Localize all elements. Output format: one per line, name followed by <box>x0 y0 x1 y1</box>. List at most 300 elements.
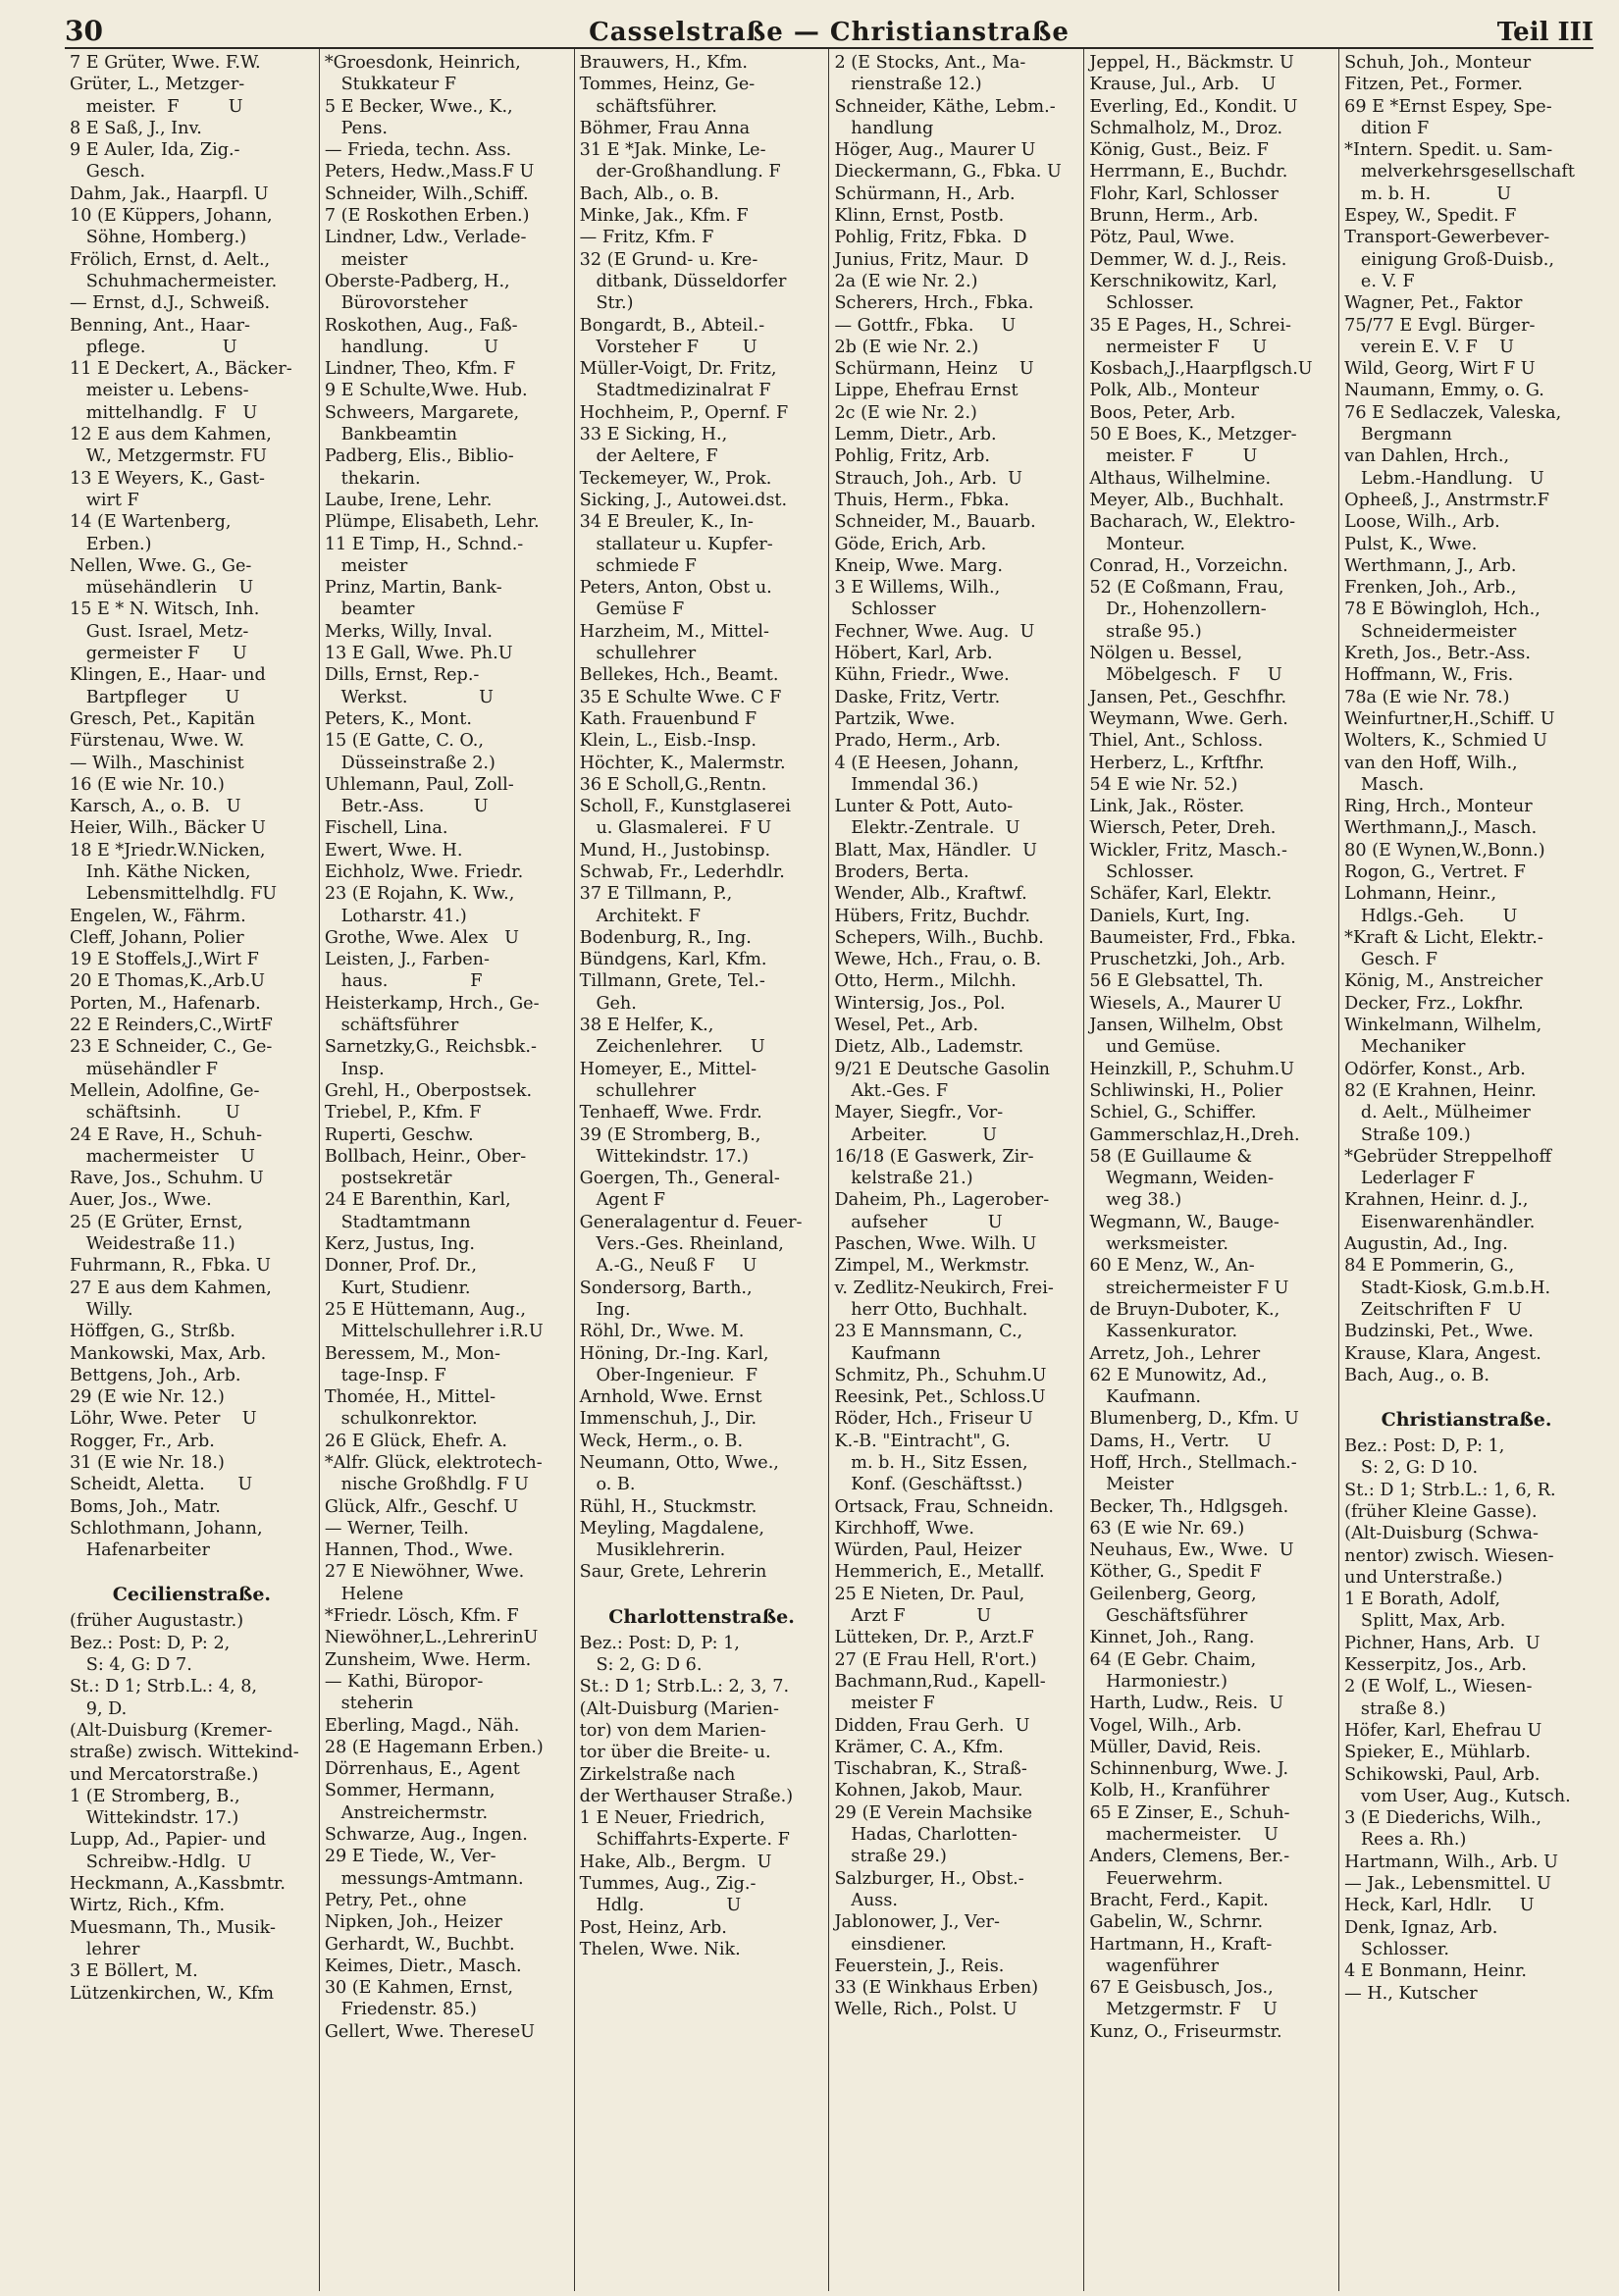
directory-entry: Bach, Alb., o. B. <box>579 183 719 204</box>
directory-entry: Merks, Willy, Inval. <box>324 621 493 642</box>
directory-entry: Höfer, Karl, Ehefrau U <box>1344 1720 1542 1741</box>
directory-entry: Kerz, Justus, Ing. <box>324 1234 475 1255</box>
directory-entry: *Alfr. Glück, elektrotech- <box>324 1453 543 1473</box>
page-part: Teil III <box>1496 18 1593 47</box>
directory-entry: Loose, Wilh., Arb. <box>1344 512 1500 533</box>
directory-entry: messungs-Amtmann. <box>324 1868 524 1889</box>
directory-entry: Elektr.-Zentrale. U <box>834 818 1020 839</box>
directory-entry: Mayer, Siegfr., Vor- <box>834 1103 1004 1123</box>
directory-entry: Leisten, J., Farben- <box>324 950 490 970</box>
directory-entry: schäftsführer <box>324 1016 459 1036</box>
directory-entry: Thelen, Wwe. Nik. <box>579 1939 741 1959</box>
directory-column-5 <box>1084 49 1339 2291</box>
directory-entry: 60 E Menz, W., An- <box>1089 1256 1255 1277</box>
directory-entry: Fuhrmann, R., Fbka. U <box>70 1256 271 1277</box>
directory-entry: 24 E Barenthin, Karl, <box>324 1190 511 1211</box>
directory-entry: 31 (E wie Nr. 18.) <box>70 1453 225 1473</box>
directory-entry: 27 E aus dem Kahmen, <box>70 1278 272 1298</box>
directory-entry: 20 E Thomas,K.,Arb.U <box>70 971 265 992</box>
directory-entry: 52 (E Coßmann, Frau, <box>1089 578 1284 599</box>
directory-entry: meister <box>324 249 408 270</box>
directory-column-3 <box>575 49 830 2291</box>
directory-entry: handlung <box>834 118 934 138</box>
directory-entry: Masch. <box>1344 774 1425 795</box>
directory-entry: Augustin, Ad., Ing. <box>1344 1234 1508 1255</box>
directory-entry: *Kraft & Licht, Elektr.- <box>1344 927 1543 948</box>
directory-entry: Schepers, Wilh., Buchb. <box>834 927 1044 948</box>
directory-entry: Ing. <box>579 1299 631 1320</box>
directory-entry: Schneider, Käthe, Lebm.- <box>834 96 1056 117</box>
directory-entry: Peters, Hedw.,Mass.F U <box>324 162 535 183</box>
directory-entry: Wittekindstr. 17.) <box>70 1808 239 1829</box>
directory-entry: Beressem, M., Mon- <box>324 1343 501 1364</box>
directory-entry: 11 E Deckert, A., Bäcker- <box>70 359 292 380</box>
directory-entry: Willy. <box>70 1299 133 1320</box>
directory-entry: schullehrer <box>579 644 697 664</box>
directory-entry: 27 (E Frau Hell, R'ort.) <box>834 1649 1037 1670</box>
directory-entry: Bongardt, B., Abteil.- <box>579 315 765 336</box>
directory-entry: 2a (E wie Nr. 2.) <box>834 271 978 291</box>
directory-entry: Welle, Rich., Polst. U <box>834 2000 1018 2020</box>
directory-entry: straße 8.) <box>1344 1698 1446 1719</box>
directory-entry: 9/21 E Deutsche Gasolin <box>834 1059 1050 1079</box>
directory-entry: Dr., Hohenzollern- <box>1089 600 1267 620</box>
columns <box>65 49 1593 2291</box>
directory-entry: 78 E Böwingloh, Hch., <box>1344 600 1541 620</box>
directory-entry: 16 (E wie Nr. 10.) <box>70 774 225 795</box>
directory-entry: Arzt F U <box>834 1606 992 1627</box>
directory-entry: 3 (E Diederichs, Wilh., <box>1344 1808 1542 1829</box>
directory-entry: Pichner, Hans, Arb. U <box>1344 1633 1541 1653</box>
directory-entry: Pruschetzki, Joh., Arb. <box>1089 950 1286 970</box>
directory-entry: Krause, Klara, Angest. <box>1344 1343 1541 1364</box>
directory-entry: Bollbach, Heinr., Ober- <box>324 1146 527 1167</box>
directory-entry: nermeister F U <box>1089 337 1268 357</box>
directory-entry: schmiede F <box>579 555 697 576</box>
directory-entry: Schmitz, Ph., Schuhm.U <box>834 1365 1047 1385</box>
directory-entry: Immendal 36.) <box>834 774 979 795</box>
directory-entry: Everling, Ed., Kondit. U <box>1089 96 1298 117</box>
directory-entry: Sommer, Hermann, <box>324 1781 496 1801</box>
directory-entry: Lohmann, Heinr., <box>1344 884 1497 905</box>
directory-entry: Dams, H., Vertr. U <box>1089 1431 1272 1451</box>
directory-entry: germeister F U <box>70 644 247 664</box>
directory-entry: Rogon, G., Vertret. F <box>1344 861 1526 882</box>
directory-entry: thekarin. <box>324 468 421 489</box>
directory-entry: 63 (E wie Nr. 69.) <box>1089 1518 1245 1539</box>
directory-entry: — Werner, Teilh. <box>324 1518 469 1539</box>
directory-entry: Hübers, Fritz, Buchdr. <box>834 906 1031 926</box>
directory-entry: Hoff, Hrch., Stellmach.- <box>1089 1453 1297 1473</box>
directory-entry: Dörrenhaus, E., Agent <box>324 1759 520 1780</box>
directory-entry: Eberling, Magd., Näh. <box>324 1715 520 1736</box>
directory-entry: Pulst, K., Wwe. <box>1344 534 1478 554</box>
directory-entry: 28 (E Hagemann Erben.) <box>324 1737 544 1757</box>
directory-entry: 23 (E Rojahn, K. Ww., <box>324 884 515 905</box>
directory-entry: stallateur u. Kupfer- <box>579 534 773 554</box>
directory-entry: van Dahlen, Hrch., <box>1344 446 1510 467</box>
directory-entry: 29 E Tiede, W., Ver- <box>324 1847 496 1867</box>
directory-entry: Peters, K., Mont. <box>324 708 472 729</box>
directory-entry: Dieckermann, G., Fbka. U <box>834 162 1062 183</box>
directory-entry: wagenführer <box>1089 1956 1220 1976</box>
directory-entry: einigung Groß-Duisb., <box>1344 249 1554 270</box>
directory-entry: melverkehrsgesellschaft <box>1344 162 1575 183</box>
directory-column-1 <box>65 49 320 2291</box>
directory-entry: Heisterkamp, Hrch., Ge- <box>324 993 540 1014</box>
directory-entry: Boms, Joh., Matr. <box>70 1496 221 1517</box>
directory-entry: Schürmann, Heinz U <box>834 359 1034 380</box>
directory-entry: Petry, Pet., ohne <box>324 1890 467 1910</box>
directory-entry: Bankbeamtin <box>324 425 457 445</box>
directory-entry: Schikowski, Paul, Arb. <box>1344 1764 1541 1785</box>
directory-entry: Röder, Hch., Friseur U <box>834 1409 1033 1430</box>
directory-entry: Bez.: Post: D, P: 1, <box>579 1633 740 1653</box>
directory-entry: Krahnen, Heinr. d. J., <box>1344 1190 1529 1211</box>
directory-entry: Heck, Karl, Hdlr. U <box>1344 1896 1535 1916</box>
directory-entry: Jeppel, H., Bäckmstr. U <box>1089 53 1294 73</box>
directory-entry: Fitzen, Pet., Former. <box>1344 75 1523 95</box>
directory-entry: Kolb, H., Kranführer <box>1089 1781 1270 1801</box>
directory-entry: Prado, Herm., Arb. <box>834 731 1001 752</box>
directory-entry: Becker, Th., Hdlgsgeh. <box>1089 1496 1289 1517</box>
directory-entry: Geh. <box>579 993 637 1014</box>
directory-entry: Gresch, Pet., Kapitän <box>70 708 255 729</box>
directory-entry: 25 E Hüttemann, Aug., <box>324 1299 526 1320</box>
directory-entry: Lotharstr. 41.) <box>324 906 467 926</box>
directory-entry: Schlosser <box>834 600 936 620</box>
directory-entry: Sondersorg, Barth., <box>579 1278 753 1298</box>
directory-entry: — Fritz, Kfm. F <box>579 228 714 248</box>
directory-entry: Harth, Ludw., Reis. U <box>1089 1694 1284 1714</box>
directory-entry: Krämer, C. A., Kfm. <box>834 1737 1004 1757</box>
directory-entry: Mellein, Adolfine, Ge- <box>70 1080 260 1101</box>
directory-entry: Neumann, Otto, Wwe., <box>579 1453 779 1473</box>
directory-entry: S: 2, G: D 6. <box>579 1655 703 1676</box>
directory-entry: Wirtz, Rich., Kfm. <box>70 1896 226 1916</box>
directory-entry: nentor) zwisch. Wiesen- <box>1344 1545 1554 1566</box>
directory-entry: Lupp, Ad., Papier- und <box>70 1830 267 1851</box>
directory-entry: Schreibw.-Hdlg. U <box>70 1852 252 1872</box>
directory-entry: 1 E Borath, Adolf, <box>1344 1590 1501 1610</box>
directory-entry: Lebm.-Handlung. U <box>1344 468 1544 489</box>
directory-entry: Auer, Jos., Wwe. <box>70 1190 212 1211</box>
directory-entry: 26 E Glück, Ehefr. A. <box>324 1431 508 1451</box>
directory-entry: 30 (E Kahmen, Ernst, <box>324 1978 513 1999</box>
directory-entry: (Alt-Duisburg (Schwa- <box>1344 1524 1539 1544</box>
directory-entry: Wintersig, Jos., Pol. <box>834 993 1006 1014</box>
directory-entry: Dahm, Jak., Haarpfl. U <box>70 183 269 204</box>
directory-entry: Rühl, H., Stuckmstr. <box>579 1496 757 1517</box>
directory-entry: Schuhmachermeister. <box>70 271 278 291</box>
directory-entry: Höning, Dr.-Ing. Karl, <box>579 1343 769 1364</box>
directory-entry: Hdlgs.-Geh. U <box>1344 906 1518 926</box>
directory-entry: (früher Augustastr.) <box>70 1611 244 1632</box>
directory-entry: Neuhaus, Ew., Wwe. U <box>1089 1540 1294 1561</box>
directory-entry: Rogger, Fr., Arb. <box>70 1431 215 1451</box>
directory-entry: müsehändlerin U <box>70 578 254 599</box>
directory-entry: Hemmerich, E., Metallf. <box>834 1562 1045 1583</box>
directory-column-4 <box>829 49 1084 2291</box>
directory-entry: Tischabran, K., Straß- <box>834 1759 1027 1780</box>
directory-entry: 29 (E wie Nr. 12.) <box>70 1387 225 1408</box>
directory-entry: Mittelschullehrer i.R.U <box>324 1322 544 1342</box>
directory-entry: Paschen, Wwe. Wilh. U <box>834 1234 1037 1255</box>
directory-entry: Monteur. <box>1089 534 1185 554</box>
directory-entry: Gammerschlaz,H.,Dreh. <box>1089 1124 1300 1145</box>
directory-entry: Herberz, L., Krftfhr. <box>1089 753 1265 773</box>
directory-entry: 3 E Böllert, M. <box>70 1961 198 1982</box>
directory-entry: Kohnen, Jakob, Maur. <box>834 1781 1023 1801</box>
directory-entry: Hake, Alb., Bergm. U <box>579 1852 772 1872</box>
directory-entry: schulkonrektor. <box>324 1409 478 1430</box>
directory-entry: Kaufmann <box>834 1343 941 1364</box>
directory-entry: de Bruyn-Duboter, K., <box>1089 1299 1280 1320</box>
directory-entry: der Werthauser Straße.) <box>579 1786 794 1806</box>
directory-entry: Metzgermstr. F U <box>1089 2000 1278 2020</box>
directory-entry: Grothe, Wwe. Alex U <box>324 927 519 948</box>
directory-entry: Otto, Herm., Milchh. <box>834 971 1017 992</box>
directory-entry: 31 E *Jak. Minke, Le- <box>579 140 766 161</box>
directory-entry: Lebensmittelhdlg. FU <box>70 884 278 905</box>
directory-entry: 8 E Saß, J., Inv. <box>70 118 202 138</box>
directory-entry: Schlosser. <box>1089 861 1195 882</box>
directory-entry: Thomée, H., Mittel- <box>324 1387 496 1408</box>
directory-entry: Bez.: Post: D, P: 1, <box>1344 1436 1505 1457</box>
directory-entry: 33 (E Winkhaus Erben) <box>834 1978 1039 1999</box>
directory-column-2 <box>320 49 575 2291</box>
directory-entry: Post, Heinz, Arb. <box>579 1917 727 1938</box>
directory-entry: Eichholz, Wwe. Friedr. <box>324 861 524 882</box>
directory-entry: König, Gust., Beiz. F <box>1089 140 1269 161</box>
directory-entry: Bündgens, Karl, Kfm. <box>579 950 767 970</box>
directory-entry: meister. F U <box>1089 446 1258 467</box>
directory-entry: Jablonower, J., Ver- <box>834 1912 1000 1933</box>
directory-entry: Uhlemann, Paul, Zoll- <box>324 774 514 795</box>
directory-entry: Generalagentur d. Feuer- <box>579 1212 803 1232</box>
directory-entry: Bachmann,Rud., Kapell- <box>834 1671 1046 1692</box>
directory-entry: Pohlig, Fritz, Arb. <box>834 446 990 467</box>
directory-entry: Bellekes, Hch., Beamt. <box>579 665 779 686</box>
directory-entry: Stadtmedizinalrat F <box>579 381 771 401</box>
directory-entry: Würden, Paul, Heizer <box>834 1540 1021 1561</box>
directory-entry: Architekt. F <box>579 906 701 926</box>
directory-entry: Böhmer, Frau Anna <box>579 118 751 138</box>
directory-entry: Vorsteher F U <box>579 337 757 357</box>
directory-entry: Tommes, Heinz, Ge- <box>579 75 756 95</box>
directory-entry: Didden, Frau Gerh. U <box>834 1715 1030 1736</box>
directory-entry: Tillmann, Grete, Tel.- <box>579 971 765 992</box>
directory-entry: 13 E Gall, Wwe. Ph.U <box>324 644 513 664</box>
directory-entry: machermeister U <box>70 1146 255 1167</box>
directory-entry: Schmalholz, M., Droz. <box>1089 118 1283 138</box>
directory-entry: 9, D. <box>70 1698 128 1719</box>
directory-entry: Werthmann,J., Masch. <box>1344 818 1538 839</box>
directory-entry: postsekretär <box>324 1169 452 1189</box>
directory-entry: 56 E Glebsattel, Th. <box>1089 971 1264 992</box>
directory-entry: W., Metzgermstr. FU <box>70 446 267 467</box>
directory-entry: schäftsinh. U <box>70 1103 240 1123</box>
directory-entry: Engelen, W., Fährm. <box>70 906 246 926</box>
directory-entry: 64 (E Gebr. Chaim, <box>1089 1649 1257 1670</box>
directory-entry: Arbeiter. U <box>834 1124 997 1145</box>
directory-entry: Schweers, Margarete, <box>324 402 520 423</box>
directory-entry: Salzburger, H., Obst.- <box>834 1868 1024 1889</box>
directory-entry: Daniels, Kurt, Ing. <box>1089 906 1251 926</box>
directory-entry: Triebel, P., Kfm. F <box>324 1103 482 1123</box>
directory-entry: 62 E Munowitz, Ad., <box>1089 1365 1268 1385</box>
directory-entry: 18 E *Jriedr.W.Nicken, <box>70 840 266 861</box>
directory-entry: Wittekindstr. 17.) <box>579 1146 749 1167</box>
directory-entry: Gesch. <box>70 162 146 183</box>
directory-entry: 7 (E Roskothen Erben.) <box>324 206 530 227</box>
directory-entry: Naumann, Emmy, o. G. <box>1344 381 1544 401</box>
directory-entry: Budzinski, Pet., Wwe. <box>1344 1322 1534 1342</box>
directory-entry: (Alt-Duisburg (Marien- <box>579 1698 779 1719</box>
directory-entry: lehrer <box>70 1939 140 1959</box>
directory-entry: Karsch, A., o. B. U <box>70 797 241 817</box>
directory-entry: Friedenstr. 85.) <box>324 2000 477 2020</box>
directory-entry: weg 38.) <box>1089 1190 1182 1211</box>
directory-entry: mittelhandlg. F U <box>70 402 258 423</box>
directory-entry: einsdiener. <box>834 1934 947 1955</box>
directory-entry: Wender, Alb., Kraftwf. <box>834 884 1027 905</box>
directory-entry: — Jak., Lebensmittel. U <box>1344 1874 1551 1895</box>
directory-entry: Akt.-Ges. F <box>834 1080 949 1101</box>
directory-entry: Klein, L., Eisb.-Insp. <box>579 731 757 752</box>
directory-entry: 9 E Schulte,Wwe. Hub. <box>324 381 528 401</box>
directory-entry: Klingen, E., Haar- und <box>70 665 266 686</box>
directory-entry: Frenken, Joh., Arb., <box>1344 578 1517 599</box>
directory-entry: Prinz, Martin, Bank- <box>324 578 502 599</box>
directory-entry: e. V. F <box>1344 271 1415 291</box>
directory-entry: 23 E Schneider, C., Ge- <box>70 1037 273 1058</box>
directory-entry: Gemüse F <box>579 600 685 620</box>
street-heading: Cecilienstraße. <box>112 1584 272 1606</box>
directory-entry: Nellen, Wwe. G., Ge- <box>70 555 252 576</box>
directory-entry: m. b. H., Sitz Essen, <box>834 1453 1028 1473</box>
directory-entry: 25 (E Grüter, Ernst, <box>70 1212 243 1232</box>
directory-entry: — Wilh., Maschinist <box>70 753 244 773</box>
directory-entry: Krause, Jul., Arb. U <box>1089 75 1277 95</box>
directory-entry: 24 E Rave, H., Schuh- <box>70 1124 263 1145</box>
directory-entry: Donner, Prof. Dr., <box>324 1256 477 1277</box>
directory-entry: Blatt, Max, Händler. U <box>834 840 1038 861</box>
directory-entry: 35 E Schulte Wwe. C F <box>579 687 782 707</box>
directory-entry: Bracht, Ferd., Kapit. <box>1089 1890 1269 1910</box>
directory-entry: Stadtamtmann <box>324 1212 471 1232</box>
directory-entry: Dills, Ernst, Rep.- <box>324 665 480 686</box>
directory-entry: Straße 109.) <box>1344 1124 1471 1145</box>
directory-entry: — H., Kutscher <box>1344 1983 1478 2004</box>
directory-entry: schäftsführer. <box>579 96 717 117</box>
directory-entry: 7 E Grüter, Wwe. F.W. <box>70 53 261 73</box>
directory-entry: Jansen, Pet., Geschfhr. <box>1089 687 1287 707</box>
directory-entry: Daske, Fritz, Vertr. <box>834 687 1001 707</box>
directory-entry: Köther, G., Spedit F <box>1089 1562 1262 1583</box>
directory-entry: Werthmann, J., Arb. <box>1344 555 1517 576</box>
directory-entry: Stadt-Kiosk, G.m.b.H. <box>1344 1278 1551 1298</box>
directory-entry: Denk, Ignaz, Arb. <box>1344 1917 1498 1938</box>
directory-entry: 35 E Pages, H., Schrei- <box>1089 315 1291 336</box>
directory-entry: Minke, Jak., Kfm. F <box>579 206 749 227</box>
directory-entry: und Unterstraße.) <box>1344 1567 1503 1588</box>
directory-entry: 69 E *Ernst Espey, Spe- <box>1344 96 1552 117</box>
directory-entry: Bacharach, W., Elektro- <box>1089 512 1296 533</box>
directory-entry: 12 E aus dem Kahmen, <box>70 425 272 445</box>
directory-entry: 76 E Sedlaczek, Valeska, <box>1344 402 1562 423</box>
directory-entry: 54 E wie Nr. 52.) <box>1089 774 1238 795</box>
directory-entry: 16/18 (E Gaswerk, Zir- <box>834 1146 1034 1167</box>
directory-entry: Althaus, Wilhelmine. <box>1089 468 1272 489</box>
directory-entry: pflege. U <box>70 337 237 357</box>
directory-entry: Schwab, Fr., Lederhdlr. <box>579 861 785 882</box>
directory-entry: straße 95.) <box>1089 621 1202 642</box>
directory-entry: 37 E Tillmann, P., <box>579 884 733 905</box>
directory-entry: St.: D 1; Strb.L.: 4, 8, <box>70 1677 257 1697</box>
directory-entry: Kneip, Wwe. Marg. <box>834 555 1003 576</box>
directory-entry: Niewöhner,L.,LehrerinU <box>324 1628 539 1648</box>
directory-entry: Lützenkirchen, W., Kfm <box>70 1983 275 2004</box>
directory-entry: Lütteken, Dr. P., Arzt.F <box>834 1628 1034 1648</box>
directory-entry: Gesch. F <box>1344 950 1437 970</box>
directory-entry: Stukkateur F <box>324 75 456 95</box>
directory-entry: Heckmann, A.,Kassbmtr. <box>70 1874 286 1895</box>
directory-entry: Kassenkurator. <box>1089 1322 1238 1342</box>
directory-entry: Mankowski, Max, Arb. <box>70 1343 267 1364</box>
directory-entry: und Gemüse. <box>1089 1037 1222 1058</box>
directory-entry: Bartpfleger U <box>70 687 240 707</box>
directory-entry: St.: D 1; Strb.L.: 2, 3, 7. <box>579 1677 790 1697</box>
directory-entry: — Frieda, techn. Ass. <box>324 140 512 161</box>
directory-entry: Lindner, Theo, Kfm. F <box>324 359 516 380</box>
directory-entry: — Ernst, d.J., Schweiß. <box>70 293 271 314</box>
directory-entry: Blumenberg, D., Kfm. U <box>1089 1409 1299 1430</box>
directory-entry: Partzik, Wwe. <box>834 708 956 729</box>
directory-entry: Muesmann, Th., Musik- <box>70 1917 276 1938</box>
directory-entry: Bergmann <box>1344 425 1452 445</box>
directory-entry: 65 E Zinser, E., Schuh- <box>1089 1802 1290 1823</box>
directory-entry: Pötz, Paul, Wwe. <box>1089 228 1235 248</box>
directory-entry: der-Großhandlung. F <box>579 162 781 183</box>
directory-entry: 29 (E Verein Machsike <box>834 1802 1033 1823</box>
directory-entry: Hochheim, P., Opernf. F <box>579 402 789 423</box>
directory-entry: Dietz, Alb., Lademstr. <box>834 1037 1024 1058</box>
directory-entry: schullehrer <box>579 1080 697 1101</box>
directory-entry: St.: D 1; Strb.L.: 1, 6, R. <box>1344 1480 1556 1500</box>
directory-entry: Söhne, Homberg.) <box>70 228 247 248</box>
directory-entry: Meyer, Alb., Buchhalt. <box>1089 490 1284 510</box>
directory-entry: Lemm, Dietr., Arb. <box>834 425 997 445</box>
directory-entry: Nölgen u. Bessel, <box>1089 644 1243 664</box>
directory-entry: Möbelgesch. F U <box>1089 665 1282 686</box>
directory-entry: handlung. U <box>324 337 498 357</box>
directory-entry: — Gottfr., Fbka. U <box>834 315 1017 336</box>
directory-entry: meister F <box>834 1694 935 1714</box>
directory-entry: Zunsheim, Wwe. Herm. <box>324 1649 532 1670</box>
directory-entry: Demmer, W. d. J., Reis. <box>1089 249 1287 270</box>
directory-entry: 34 E Breuler, K., In- <box>579 512 755 533</box>
directory-entry: Rees a. Rh.) <box>1344 1830 1467 1851</box>
directory-entry: aufseher U <box>834 1212 1003 1232</box>
directory-entry: Winkelmann, Wilhelm, <box>1344 1016 1542 1036</box>
directory-entry: Höchter, K., Malermstr. <box>579 753 786 773</box>
directory-entry: Junius, Fritz, Maur. D <box>834 249 1029 270</box>
street-heading: Charlottenstraße. <box>608 1605 795 1628</box>
directory-entry: Opheeß, J., Anstrmstr.F <box>1344 490 1549 510</box>
directory-entry: herr Otto, Buchhalt. <box>834 1299 1028 1320</box>
directory-entry: Weck, Herm., o. B. <box>579 1431 744 1451</box>
